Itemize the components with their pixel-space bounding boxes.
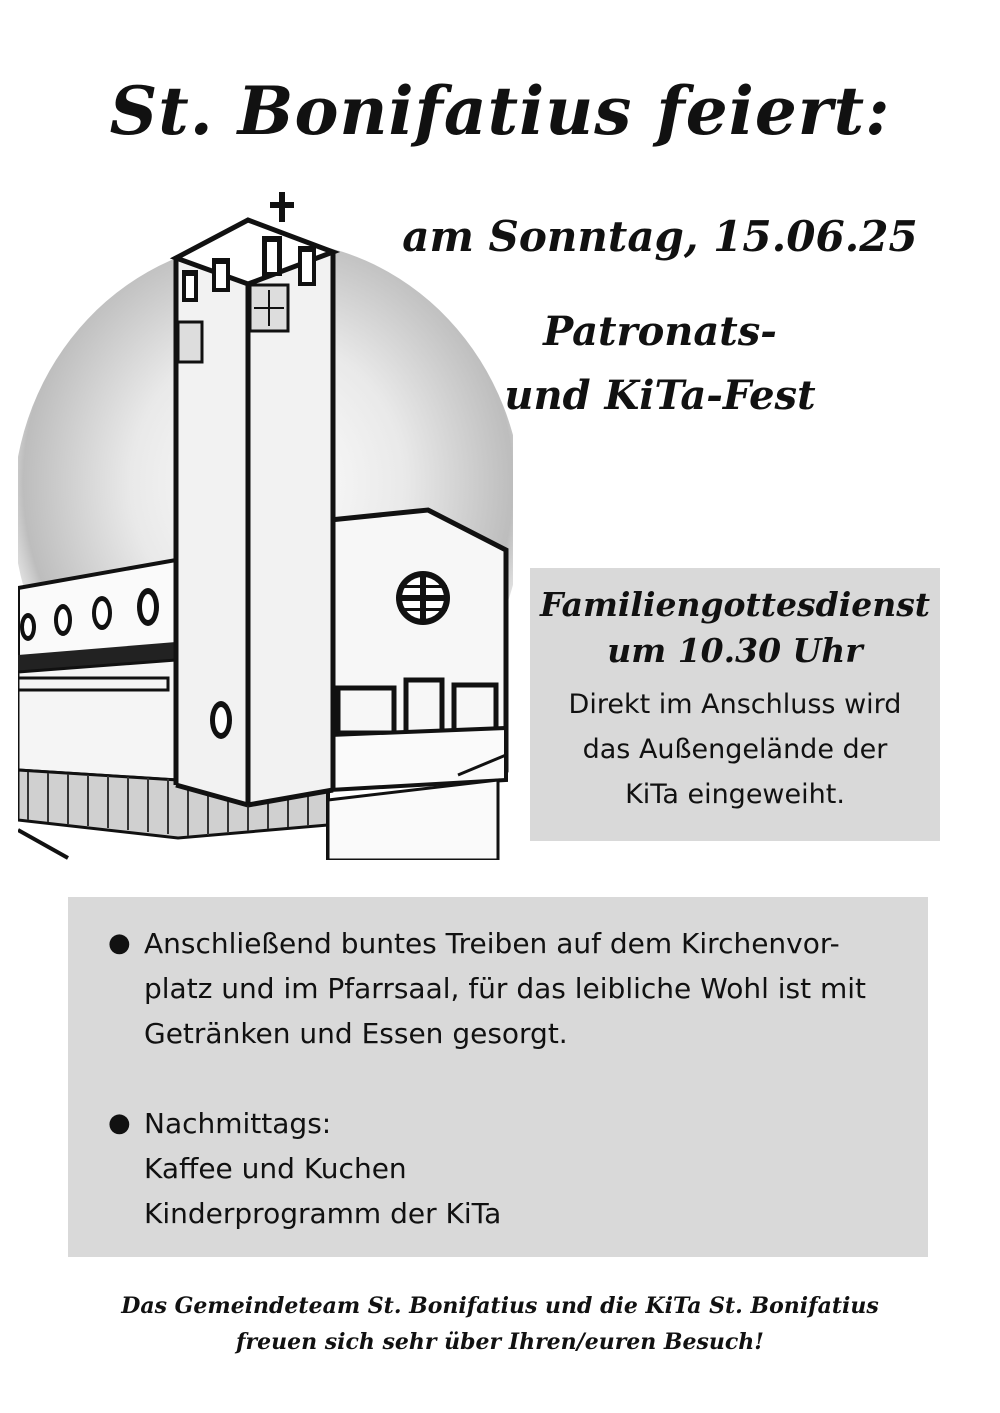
service-title: Familiengottesdienst [539, 585, 931, 624]
program-item [108, 1101, 900, 1236]
service-text-line: das Außengelände der [582, 734, 888, 765]
event-date: am Sonntag, 15.06.25 [402, 212, 918, 261]
program-line: Anschließend buntes Treiben auf dem Kirchenvor- [144, 927, 840, 960]
program-line: Kaffee und Kuchen [144, 1152, 407, 1185]
program-line: platz und im Pfarrsaal, für das leibliche Wohl ist mit [144, 972, 867, 1005]
church-illustration [18, 180, 513, 860]
event-name-line2: und KiTa-Fest [504, 372, 816, 419]
program-item-text [144, 921, 866, 1056]
program-line: Nachmittags: [144, 1107, 332, 1140]
service-text-line: KiTa eingeweiht. [625, 779, 845, 810]
program-box [68, 897, 928, 1257]
service-text-line: Direkt im Anschluss wird [568, 689, 902, 720]
service-box [530, 568, 940, 841]
program-line: Kinderprogramm der KiTa [144, 1197, 502, 1230]
page-title: St. Bonifatius feiert: [109, 72, 891, 150]
event-name [420, 300, 900, 428]
service-description [530, 682, 940, 817]
service-time: um 10.30 Uhr [607, 631, 863, 670]
program-item [108, 921, 900, 1056]
footer-line1: Das Gemeindeteam St. Bonifatius und die KiTa St. Bonifatius [121, 1293, 879, 1319]
footer [0, 1288, 1000, 1360]
program-item-text [144, 1101, 501, 1236]
event-name-line1: Patronats- [543, 308, 777, 355]
program-line: Getränken und Essen gesorgt. [144, 1017, 568, 1050]
bullet-icon: ● [108, 928, 131, 958]
footer-line2: freuen sich sehr über Ihren/euren Besuch! [236, 1329, 764, 1355]
bullet-icon: ● [108, 1108, 131, 1138]
